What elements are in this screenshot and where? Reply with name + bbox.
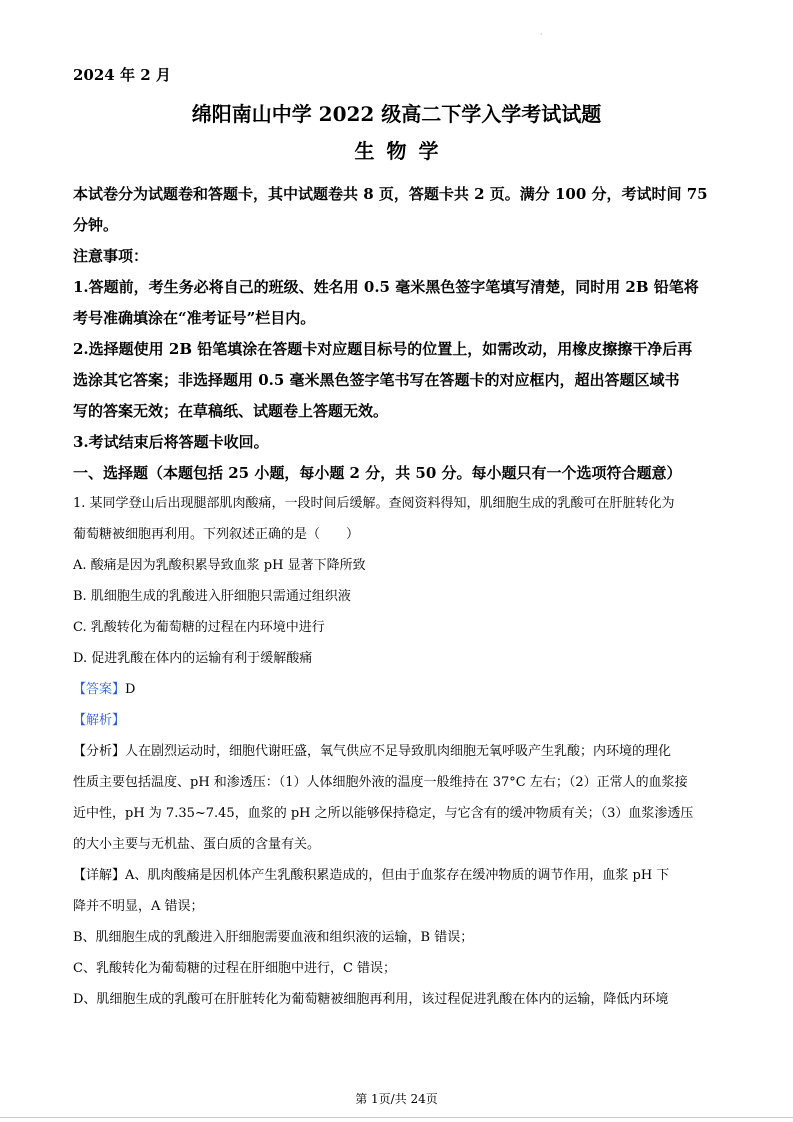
exam-title: 绵阳南山中学 2022 级高二下学入学考试试题	[191, 102, 602, 126]
page-number: 第 1页/共 24页	[355, 1092, 438, 1106]
analysis-tag-line	[73, 709, 723, 733]
footer-divider	[0, 1117, 793, 1118]
detail-line: 【详解】A、肌肉酸痛是因机体产生乳酸积累造成的，但由于血浆存在缓冲物质的调节作用，血浆 pH 下	[73, 868, 670, 883]
instruction-line: 3.考试结束后将答题卡收回。	[73, 433, 269, 451]
option-d: D. 促进乳酸在体内的运输有利于缓解酸痛	[73, 651, 313, 666]
analysis-line: 近中性，pH 为 7.35~7.45，血浆的 pH 之所以能够保持稳定，与它含有的缓冲物质有关；（3）血浆渗透压	[73, 806, 694, 821]
analysis-line: 性质主要包括温度、pH 和渗透压：（1）人体细胞外液的温度一般维持在 37°C 左右；（2）正常人的血浆接	[73, 775, 688, 790]
answer-line	[73, 678, 723, 702]
instruction-line: 分钟。	[73, 216, 119, 234]
instruction-line: 选涂其它答案；非选择题用 0.5 毫米黑色签字笔书写在答题卡的对应框内，超出答题区域书	[73, 371, 680, 389]
exam-subject: 生物学	[354, 139, 451, 163]
instruction-line: 写的答案无效；在草稿纸、试题卷上答题无效。	[73, 402, 389, 420]
exam-date: 2024 年 2 月	[73, 66, 171, 84]
section-heading: 一、选择题（本题包括 25 小题，每小题 2 分，共 50 分。每小题只有一个选项符合题意）	[73, 464, 682, 482]
detail-line: C、乳酸转化为葡萄糖的过程在肝细胞中进行，C 错误；	[73, 961, 397, 976]
detail-line: D、肌细胞生成的乳酸可在肝脏转化为葡萄糖被细胞再利用，该过程促进乳酸在体内的运输，降低内环境	[73, 992, 669, 1007]
question-stem: 葡萄糖被细胞再利用。下列叙述正确的是（ ）	[73, 527, 360, 542]
analysis-line: 【分析】人在剧烈运动时，细胞代谢旺盛，氧气供应不足导致肌肉细胞无氧呼吸产生乳酸；内环境的理化	[73, 744, 672, 759]
analysis-line: 的大小主要与无机盐、蛋白质的含量有关。	[73, 837, 321, 852]
instruction-line: 1.答题前，考生务必将自己的班级、姓名用 0.5 毫米黑色签字笔填写清楚，同时用 2B 铅笔将	[73, 278, 699, 296]
detail-line: 降并不明显，A 错误；	[73, 899, 204, 914]
exam-instructions	[73, 180, 723, 490]
instruction-line: 2.选择题使用 2B 铅笔填涂在答题卡对应题目标号的位置上，如需改动，用橡皮擦擦干净后再	[73, 340, 693, 358]
instruction-line: 考号准确填涂在“准考证号”栏目内。	[73, 309, 316, 327]
analysis-tag: 【解析】	[73, 713, 126, 728]
option-a: A. 酸痛是因为乳酸积累导致血浆 pH 显著下降所致	[73, 558, 366, 573]
question-stem: 1. 某同学登山后出现腿部肌肉酸痛，一段时间后缓解。查阅资料得知，肌细胞生成的乳酸可在肝脏转化为	[73, 496, 675, 511]
answer-value: D	[125, 682, 136, 697]
scan-dot: ·	[540, 30, 543, 39]
option-c: C. 乳酸转化为葡萄糖的过程在内环境中进行	[73, 620, 325, 635]
instruction-line: 本试卷分为试题卷和答题卡，其中试题卷共 8 页，答题卡共 2 页。满分 100 分，考试时间 75	[73, 185, 708, 203]
option-b: B. 肌细胞生成的乳酸进入肝细胞只需通过组织液	[73, 589, 351, 604]
answer-tag: 【答案】	[73, 682, 126, 697]
detail-line: B、肌细胞生成的乳酸进入肝细胞需要血液和组织液的运输，B 错误；	[73, 930, 474, 945]
question-1	[73, 492, 723, 1019]
instruction-line: 注意事项：	[73, 247, 149, 265]
